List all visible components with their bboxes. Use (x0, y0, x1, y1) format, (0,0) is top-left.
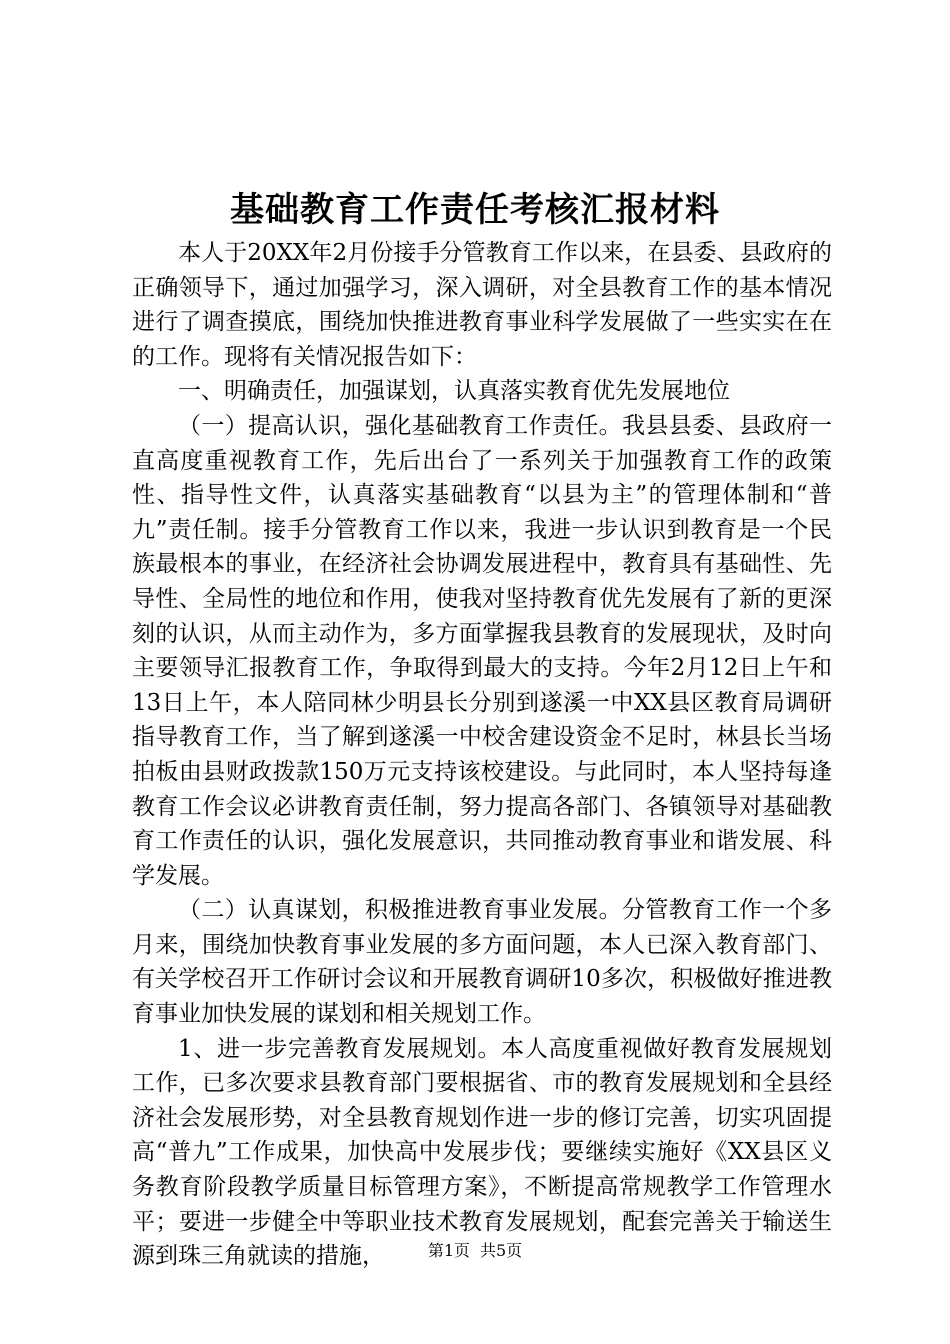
paragraph-intro: 本人于20XX年2月份接手分管教育工作以来，在县委、县政府的正确领导下，通过加强学习，深入调研，对全县教育工作的基本情况进行了调查摸底，围绕加快推进教育事业科学发展做了一些实实在在的工作。现将有关情况报告如下： (132, 240, 832, 370)
page-footer (0, 1240, 950, 1262)
paragraph-section-1-2: （二）认真谋划，积极推进教育事业发展。分管教育工作一个多月来，围绕加快教育事业发展的多方面问题，本人已深入教育部门、有关学校召开工作研讨会议和开展教育调研10多次，积极做好推进教育事业加快发展的谋划和相关规划工作。 (132, 897, 832, 1028)
paragraph-section-1-1: （一）提高认识，强化基础教育工作责任。我县县委、县政府一直高度重视教育工作，先后出台了一系列关于加强教育工作的政策性、指导性文件，认真落实基础教育“以县为主”的管理体制和“普九”责任制。接手分管教育工作以来，我进一步认识到教育是一个民族最根本的事业，在经济社会协调发展进程中，教育具有基础性、先导性、全局性的地位和作用，使我对坚持教育优先发展有了新的更深刻的认识，从而主动作为，多方面掌握我县教育的发展现状，及时向主要领导汇报教育工作，争取得到最大的支持。今年2月12日上午和13日上午，本人陪同林少明县长分别到遂溪一中XX县区教育局调研指导教育工作，当了解到遂溪一中校舍建设资金不足时，林县长当场拍板由县财政拨款150万元支持该校建设。与此同时，本人坚持每逢教育工作会议必讲教育责任制，努力提高各部门、各镇领导对基础教育工作责任的认识，强化发展意识，共同推动教育事业和谐发展、科学发展。 (132, 412, 832, 889)
page-total: 共5页 (480, 1241, 523, 1260)
paragraph-item-1: 1、进一步完善教育发展规划。本人高度重视做好教育发展规划工作，已多次要求县教育部门要根据省、市的教育发展规划和全县经济社会发展形势，对全县教育规划作进一步的修订完善，切实巩固提高“普九”工作成果，加快高中发展步伐；要继续实施好《XX县区义务教育阶段教学质量目标管理方案》，不断提高常规教学工作管理水平；要进一步健全中等职业技术教育发展规划，配套完善关于输送生源到珠三角就读的措施， (132, 1035, 832, 1270)
document-title: 基础教育工作责任考核汇报材料 (230, 190, 720, 230)
page-number: 第1页 (427, 1241, 470, 1260)
section-heading-1: 一、明确责任，加强谋划，认真落实教育优先发展地位 (178, 378, 730, 405)
document-body (132, 236, 832, 1274)
